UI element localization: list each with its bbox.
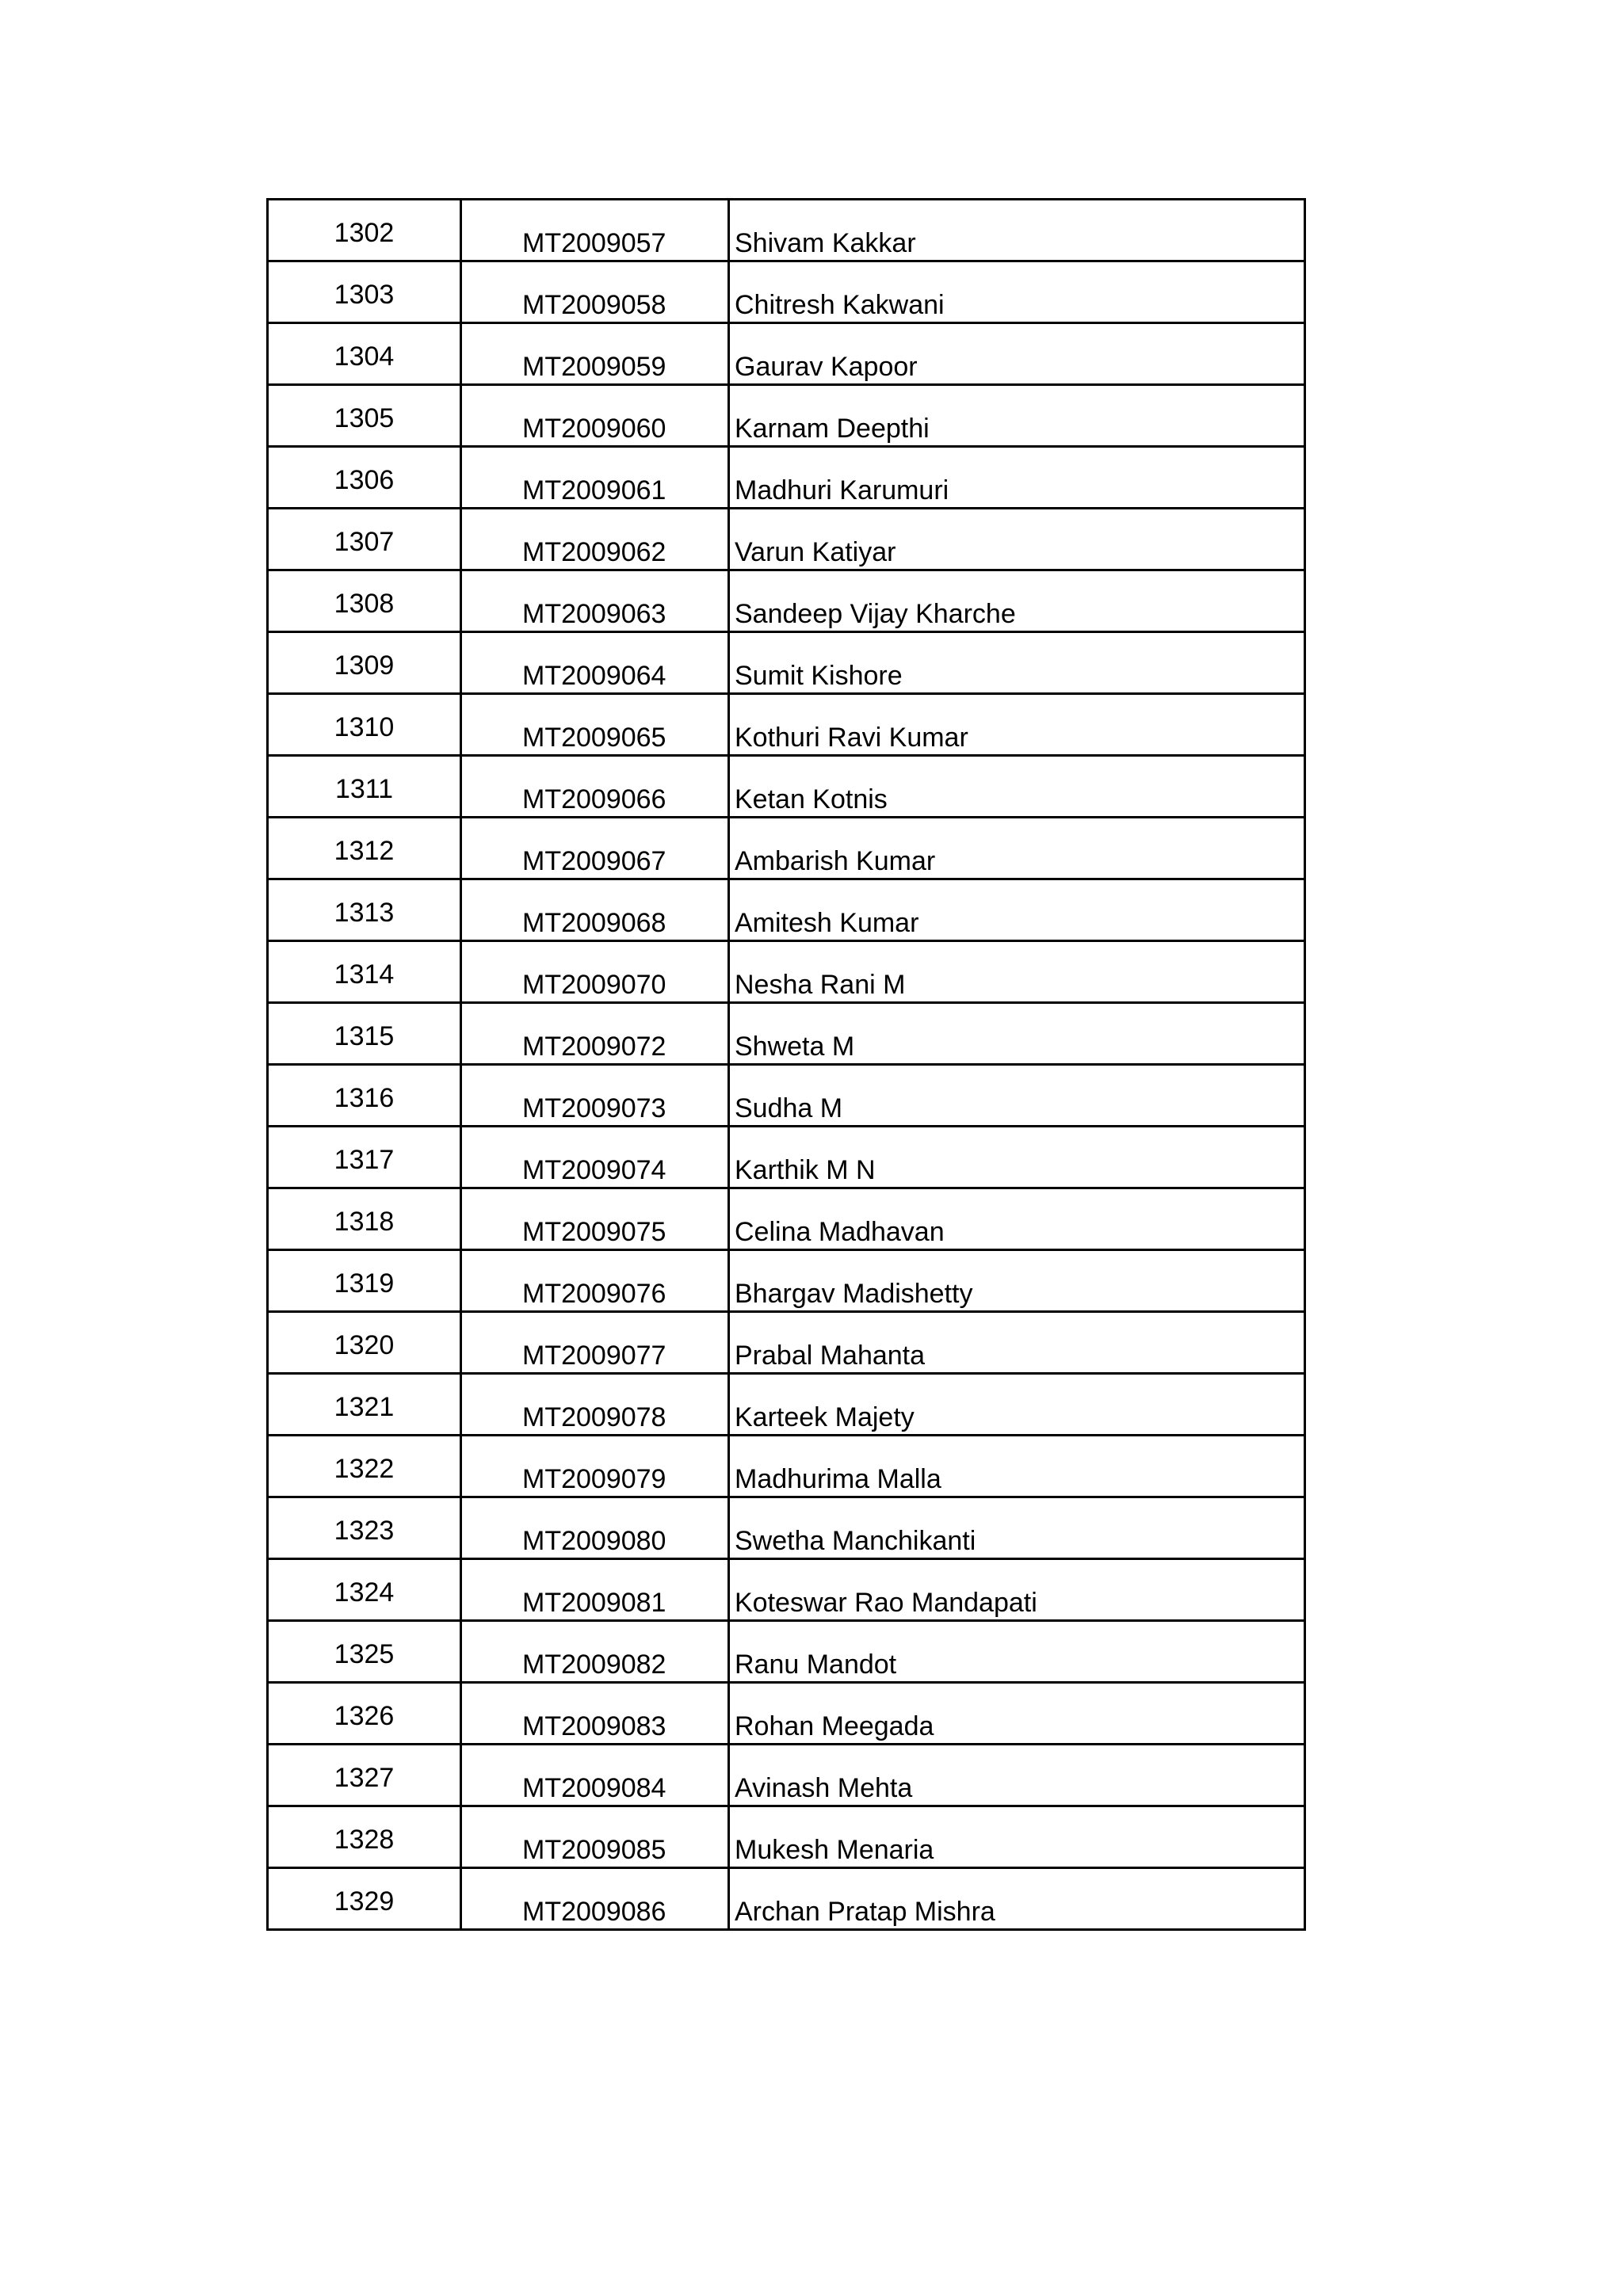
student-name-cell: Celina Madhavan: [729, 1188, 1305, 1250]
roll-number-cell: MT2009083: [461, 1683, 729, 1745]
table-row: [268, 1683, 1305, 1745]
table-row: [268, 385, 1305, 447]
serial-number-cell: 1310: [268, 694, 461, 756]
serial-number-cell: 1328: [268, 1806, 461, 1868]
roll-number-cell: MT2009068: [461, 879, 729, 941]
roll-number-cell: MT2009085: [461, 1806, 729, 1868]
student-name-cell: Swetha Manchikanti: [729, 1497, 1305, 1559]
table-row: [268, 632, 1305, 694]
table-row: [268, 323, 1305, 385]
student-name-cell: Sandeep Vijay Kharche: [729, 570, 1305, 632]
student-name-cell: Kothuri Ravi Kumar: [729, 694, 1305, 756]
serial-number-cell: 1315: [268, 1003, 461, 1065]
serial-number-cell: 1317: [268, 1127, 461, 1188]
table-row: [268, 1621, 1305, 1683]
table-row: [268, 1065, 1305, 1127]
roll-number-cell: MT2009062: [461, 509, 729, 570]
serial-number-cell: 1323: [268, 1497, 461, 1559]
serial-number-cell: 1326: [268, 1683, 461, 1745]
student-name-cell: Ketan Kotnis: [729, 756, 1305, 818]
table-row: [268, 200, 1305, 261]
serial-number-cell: 1311: [268, 756, 461, 818]
table-row: [268, 694, 1305, 756]
roll-number-cell: MT2009077: [461, 1312, 729, 1374]
student-name-cell: Sudha M: [729, 1065, 1305, 1127]
table-row: [268, 818, 1305, 879]
student-name-cell: Varun Katiyar: [729, 509, 1305, 570]
serial-number-cell: 1319: [268, 1250, 461, 1312]
table-row: [268, 1250, 1305, 1312]
roll-number-cell: MT2009079: [461, 1436, 729, 1497]
serial-number-cell: 1324: [268, 1559, 461, 1621]
serial-number-cell: 1304: [268, 323, 461, 385]
roll-number-cell: MT2009075: [461, 1188, 729, 1250]
serial-number-cell: 1316: [268, 1065, 461, 1127]
serial-number-cell: 1322: [268, 1436, 461, 1497]
roll-number-cell: MT2009065: [461, 694, 729, 756]
roll-number-cell: MT2009061: [461, 447, 729, 509]
student-name-cell: Chitresh Kakwani: [729, 261, 1305, 323]
serial-number-cell: 1303: [268, 261, 461, 323]
student-name-cell: Sumit Kishore: [729, 632, 1305, 694]
student-name-cell: Archan Pratap Mishra: [729, 1868, 1305, 1930]
table-row: [268, 756, 1305, 818]
table-row: [268, 261, 1305, 323]
student-name-cell: Karnam Deepthi: [729, 385, 1305, 447]
table-row: [268, 941, 1305, 1003]
table-row: [268, 1497, 1305, 1559]
serial-number-cell: 1305: [268, 385, 461, 447]
student-name-cell: Prabal Mahanta: [729, 1312, 1305, 1374]
roll-number-cell: MT2009080: [461, 1497, 729, 1559]
serial-number-cell: 1313: [268, 879, 461, 941]
serial-number-cell: 1314: [268, 941, 461, 1003]
student-name-cell: Bhargav Madishetty: [729, 1250, 1305, 1312]
student-name-cell: Ambarish Kumar: [729, 818, 1305, 879]
table-row: [268, 1745, 1305, 1806]
serial-number-cell: 1329: [268, 1868, 461, 1930]
student-name-cell: Shivam Kakkar: [729, 200, 1305, 261]
student-name-cell: Avinash Mehta: [729, 1745, 1305, 1806]
roll-number-cell: MT2009059: [461, 323, 729, 385]
student-name-cell: Madhuri Karumuri: [729, 447, 1305, 509]
table-row: [268, 879, 1305, 941]
student-name-cell: Amitesh Kumar: [729, 879, 1305, 941]
student-name-cell: Shweta M: [729, 1003, 1305, 1065]
student-name-cell: Karteek Majety: [729, 1374, 1305, 1436]
roll-number-cell: MT2009057: [461, 200, 729, 261]
roll-number-cell: MT2009060: [461, 385, 729, 447]
roll-number-cell: MT2009067: [461, 818, 729, 879]
table-row: [268, 1312, 1305, 1374]
student-name-cell: Rohan Meegada: [729, 1683, 1305, 1745]
table-row: [268, 1188, 1305, 1250]
student-list-table: [266, 198, 1306, 1931]
serial-number-cell: 1308: [268, 570, 461, 632]
table-row: [268, 447, 1305, 509]
student-name-cell: Nesha Rani M: [729, 941, 1305, 1003]
roll-number-cell: MT2009081: [461, 1559, 729, 1621]
roll-number-cell: MT2009070: [461, 941, 729, 1003]
table-row: [268, 509, 1305, 570]
roll-number-cell: MT2009086: [461, 1868, 729, 1930]
serial-number-cell: 1307: [268, 509, 461, 570]
roll-number-cell: MT2009076: [461, 1250, 729, 1312]
roll-number-cell: MT2009078: [461, 1374, 729, 1436]
table-row: [268, 1868, 1305, 1930]
student-name-cell: Karthik M N: [729, 1127, 1305, 1188]
roll-number-cell: MT2009058: [461, 261, 729, 323]
roll-number-cell: MT2009073: [461, 1065, 729, 1127]
student-name-cell: Madhurima Malla: [729, 1436, 1305, 1497]
student-name-cell: Mukesh Menaria: [729, 1806, 1305, 1868]
table-row: [268, 570, 1305, 632]
serial-number-cell: 1327: [268, 1745, 461, 1806]
serial-number-cell: 1320: [268, 1312, 461, 1374]
table-row: [268, 1806, 1305, 1868]
table-row: [268, 1374, 1305, 1436]
student-name-cell: Gaurav Kapoor: [729, 323, 1305, 385]
table-row: [268, 1559, 1305, 1621]
table-row: [268, 1436, 1305, 1497]
roll-number-cell: MT2009066: [461, 756, 729, 818]
serial-number-cell: 1309: [268, 632, 461, 694]
roll-number-cell: MT2009082: [461, 1621, 729, 1683]
serial-number-cell: 1302: [268, 200, 461, 261]
roll-number-cell: MT2009063: [461, 570, 729, 632]
student-list-body: [268, 200, 1305, 1930]
serial-number-cell: 1312: [268, 818, 461, 879]
serial-number-cell: 1318: [268, 1188, 461, 1250]
roll-number-cell: MT2009074: [461, 1127, 729, 1188]
table-row: [268, 1127, 1305, 1188]
table-row: [268, 1003, 1305, 1065]
student-name-cell: Ranu Mandot: [729, 1621, 1305, 1683]
roll-number-cell: MT2009084: [461, 1745, 729, 1806]
roll-number-cell: MT2009072: [461, 1003, 729, 1065]
serial-number-cell: 1325: [268, 1621, 461, 1683]
serial-number-cell: 1306: [268, 447, 461, 509]
roll-number-cell: MT2009064: [461, 632, 729, 694]
serial-number-cell: 1321: [268, 1374, 461, 1436]
student-name-cell: Koteswar Rao Mandapati: [729, 1559, 1305, 1621]
